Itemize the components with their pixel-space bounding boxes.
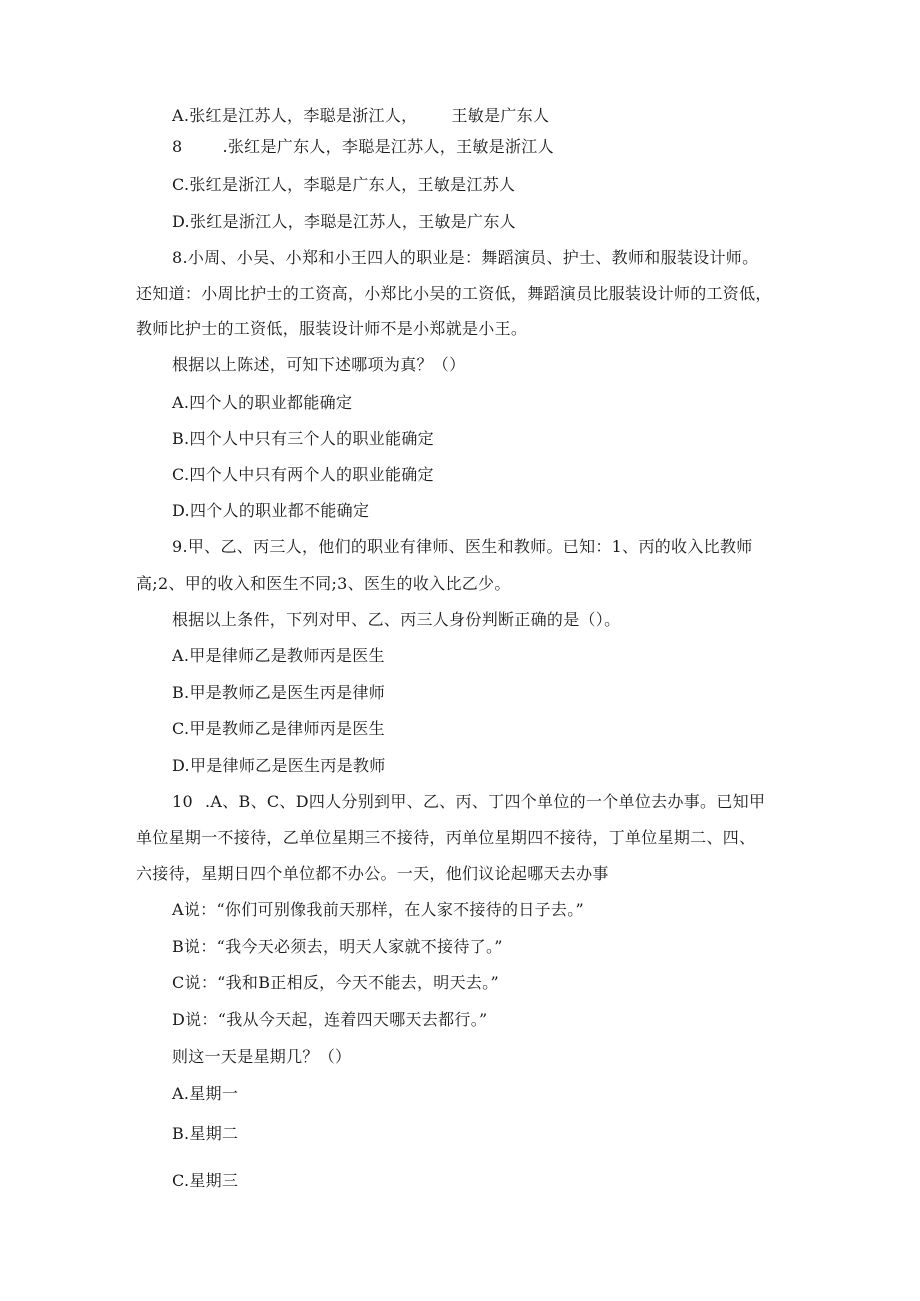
q10-option-c: C.星期三 (172, 1171, 239, 1190)
q9-option-a: A.甲是律师乙是教师丙是医生 (172, 646, 385, 665)
q7-option-b (172, 137, 554, 157)
q10-quote-c: C说：“我和B正相反，今天不能去，明天去。” (172, 973, 499, 992)
q8-option-d: D.四个人的职业都不能确定 (172, 501, 370, 520)
q9-option-c: C.甲是教师乙是律师丙是医生 (172, 719, 385, 738)
q10-stem-text: .A、B、C、D四人分别到甲、乙、丙、丁四个单位的一个单位去办事。已知甲 (204, 792, 766, 811)
q10-stem-line-2: 单位星期一不接待，乙单位星期三不接待，丙单位星期四不接待，丁单位星期二、四、 (136, 828, 756, 847)
q9-question: 根据以上条件，下列对甲、乙、丙三人身份判断正确的是（）。 (172, 610, 621, 629)
q8-option-c: C.四个人中只有两个人的职业能确定 (172, 465, 434, 484)
q7-option-b-number: 8 (172, 137, 183, 156)
q9-stem-line-1: 9.甲、乙、丙三人，他们的职业有律师、医生和教师。已知：1、丙的收入比教师 (172, 537, 753, 556)
q9-option-d: D.甲是律师乙是医生丙是教师 (172, 756, 386, 775)
q8-stem-line-1: 8.小周、小吴、小郑和小王四人的职业是：舞蹈演员、护士、教师和服装设计师。 (172, 248, 759, 267)
q10-quote-b: B说：“我今天必须去，明天人家就不接待了。” (172, 937, 503, 956)
q7-option-a-left: A.张红是江苏人，李聪是浙江人， (172, 106, 418, 125)
q10-option-a: A.星期一 (172, 1084, 239, 1103)
q7-option-b-text: .张红是广东人，李聪是江苏人，王敏是浙江人 (222, 137, 554, 156)
q8-option-a: A.四个人的职业都能确定 (172, 393, 353, 412)
q10-question: 则这一天是星期几？（） (172, 1047, 352, 1066)
q8-option-b: B.四个人中只有三个人的职业能确定 (172, 429, 434, 448)
q10-option-b: B.星期二 (172, 1124, 239, 1143)
q8-question: 根据以上陈述，可知下述哪项为真？（） (172, 355, 466, 374)
q8-stem-line-2: 还知道：小周比护士的工资高，小郑比小吴的工资低，舞蹈演员比服装设计师的工资低， (136, 284, 772, 303)
q10-quote-a: A说：“你们可别像我前天那样，在人家不接待的日子去。” (172, 900, 585, 919)
q10-stem-line-1 (172, 792, 765, 812)
q9-stem-line-2: 高;2、甲的收入和医生不同;3、医生的收入比乙少。 (136, 574, 511, 593)
q10-quote-d: D说：“我从今天起，连着四天哪天去都行。” (172, 1010, 488, 1029)
q7-option-d: D.张红是浙江人，李聪是江苏人，王敏是广东人 (172, 212, 516, 231)
q10-number: 10 (172, 792, 193, 811)
q7-option-a-right: 王敏是广东人 (451, 106, 550, 125)
q7-option-a (172, 106, 549, 126)
q8-stem-line-3: 教师比护士的工资低，服装设计师不是小郑就是小王。 (136, 319, 528, 338)
q7-option-c: C.张红是浙江人，李聪是广东人，王敏是江苏人 (172, 175, 516, 194)
q9-option-b: B.甲是教师乙是医生丙是律师 (172, 683, 386, 702)
q10-stem-line-3: 六接待，星期日四个单位都不办公。一天，他们议论起哪天去办事 (136, 864, 609, 883)
